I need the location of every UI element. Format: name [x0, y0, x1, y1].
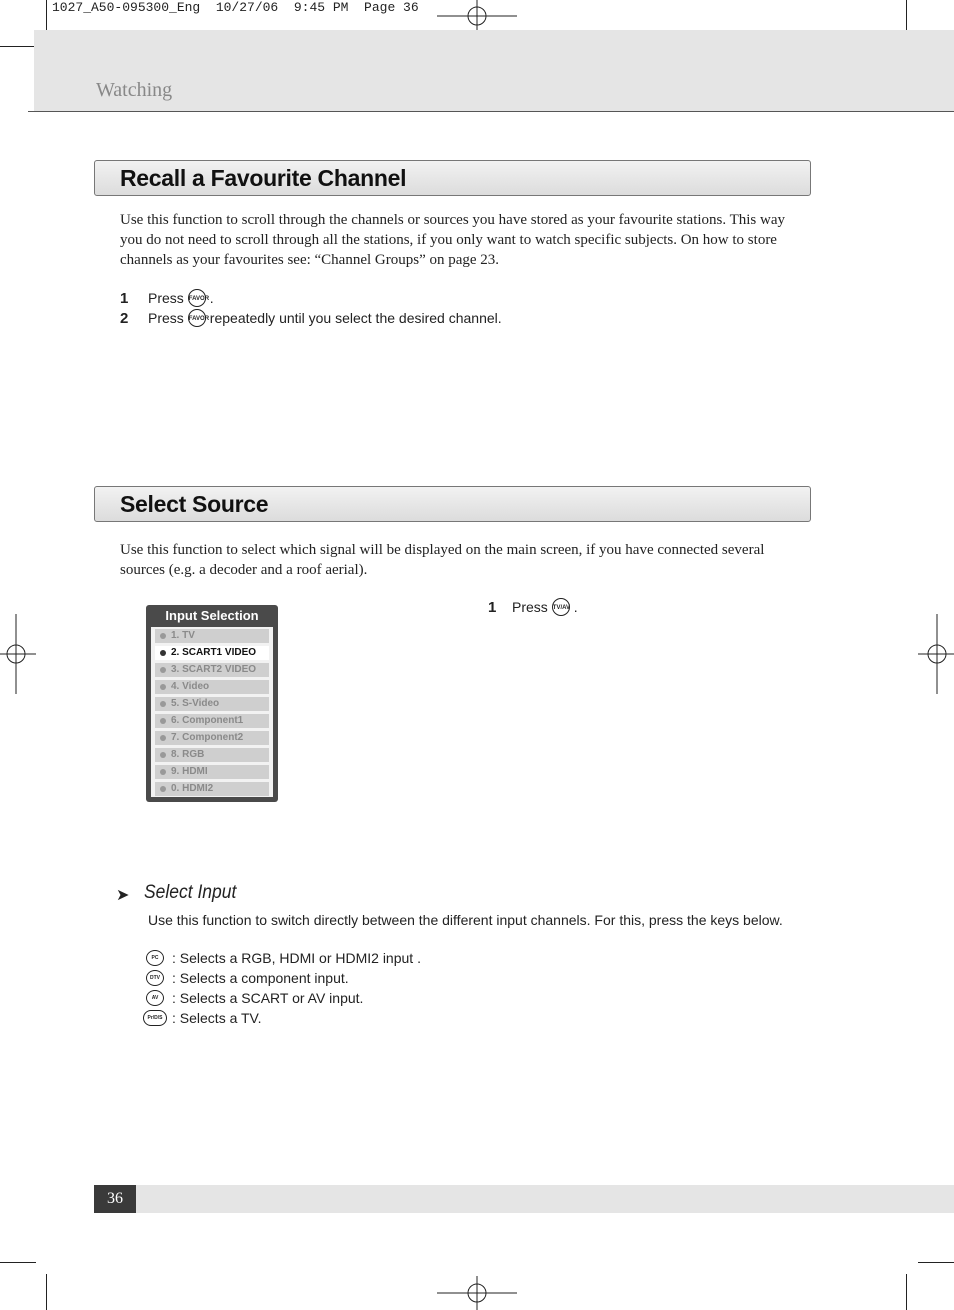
key-description: : Selects a SCART or AV input.: [172, 990, 364, 1006]
bullet-icon: [160, 633, 166, 639]
bullet-icon: [160, 650, 166, 656]
favourite-steps: [120, 288, 502, 328]
crop-mark: [0, 1262, 36, 1263]
crop-mark: [906, 1274, 907, 1310]
paragraph-line: sources (e.g. a decoder and a roof aerial).: [120, 562, 368, 578]
select-input-title: Select Input: [144, 882, 237, 903]
menu-item-component1[interactable]: [155, 714, 269, 728]
dtv-button-icon: DTV: [146, 970, 164, 986]
step-suffix: repeatedly until you select the desired channel.: [209, 310, 502, 326]
bullet-icon: [160, 752, 166, 758]
favourite-paragraph: [120, 210, 800, 270]
step-2: [120, 308, 502, 328]
paragraph-line: channels as your favourites see: “Channel Groups” on page 23.: [120, 252, 500, 268]
menu-list: [151, 627, 273, 797]
menu-item-tv[interactable]: [155, 629, 269, 643]
key-description: : Selects a TV.: [172, 1010, 262, 1026]
menu-item-hdmi2[interactable]: [155, 782, 269, 796]
source-steps: [488, 597, 578, 617]
menu-item-rgb[interactable]: [155, 748, 269, 762]
source-title-bar: [94, 486, 811, 522]
menu-title: Input Selection: [165, 608, 259, 623]
select-input-paragraph: Use this function to switch directly between the different input channels. For this, press the keys below.: [148, 912, 783, 928]
crop-mark: [0, 46, 36, 47]
pr-d-s-button-icon: Pr/D/S: [143, 1010, 167, 1026]
menu-item-label: 0. HDMI2: [171, 783, 214, 794]
menu-item-video[interactable]: [155, 680, 269, 694]
menu-item-label: 7. Component2: [171, 732, 244, 743]
print-slug: 1027_A50-095300_Eng 10/27/06 9:45 PM Page 36: [52, 0, 419, 15]
registration-mark-icon: [437, 1276, 517, 1310]
step-suffix: .: [209, 290, 214, 306]
step-suffix: .: [573, 599, 578, 615]
favor-button-icon: FAVOR: [188, 309, 206, 327]
bullet-icon: [160, 684, 166, 690]
menu-item-s-video[interactable]: [155, 697, 269, 711]
key-row-dtv: [146, 968, 349, 988]
key-row-pc: [146, 948, 421, 968]
menu-item-label: 2. SCART1 VIDEO: [171, 647, 257, 658]
paragraph-line: you do not need to scroll through all the stations, if you only want to watch specific subjects. On how to store: [120, 232, 777, 248]
step-number: 1: [120, 289, 129, 307]
menu-item-label: 3. SCART2 VIDEO: [171, 664, 257, 675]
registration-mark-icon: [918, 614, 954, 694]
menu-item-label: 1. TV: [171, 630, 195, 641]
bullet-icon: [160, 769, 166, 775]
menu-item-label: 8. RGB: [171, 749, 205, 760]
step-1: [488, 597, 578, 617]
menu-item-label: 6. Component1: [171, 715, 244, 726]
key-description: : Selects a component input.: [172, 970, 349, 986]
menu-item-label: 4. Video: [171, 681, 210, 692]
menu-item-label: 9. HDMI: [171, 766, 208, 777]
bullet-icon: [160, 786, 166, 792]
favourite-title-bar: [94, 160, 811, 196]
key-row-tv: [146, 1008, 262, 1028]
bullet-icon: [160, 718, 166, 724]
step-number: 1: [488, 598, 497, 616]
menu-item-scart1-video[interactable]: [155, 646, 269, 660]
bullet-icon: [160, 735, 166, 741]
step-prefix: Press: [148, 290, 184, 306]
registration-mark-icon: [0, 614, 36, 694]
av-button-icon: AV: [146, 990, 164, 1006]
crop-mark: [46, 1274, 47, 1310]
header-divider: [28, 111, 954, 112]
registration-mark-icon: [437, 0, 517, 34]
step-number: 2: [120, 309, 129, 327]
source-paragraph: [120, 540, 800, 580]
page-number: 36: [94, 1185, 136, 1213]
menu-item-label: 5. S-Video: [171, 698, 220, 709]
source-title: Select Source: [120, 491, 269, 517]
key-description: : Selects a RGB, HDMI or HDMI2 input .: [172, 950, 421, 966]
menu-item-scart2-video[interactable]: [155, 663, 269, 677]
favourite-title: Recall a Favourite Channel: [120, 165, 407, 191]
step-prefix: Press: [148, 310, 184, 326]
paragraph-line: Use this function to scroll through the channels or sources you have stored as your favourite stations. This way: [120, 212, 786, 228]
pc-button-icon: PC: [146, 950, 164, 966]
bullet-icon: [160, 667, 166, 673]
arrow-icon: ➤: [116, 887, 130, 904]
crop-mark: [918, 1262, 954, 1263]
menu-item-hdmi[interactable]: [155, 765, 269, 779]
step-prefix: Press: [512, 599, 548, 615]
paragraph-line: Use this function to select which signal will be displayed on the main screen, if you have connected several: [120, 542, 765, 558]
tv-av-button-icon: TV/AV: [552, 598, 570, 616]
bullet-icon: [160, 701, 166, 707]
step-1: [120, 288, 502, 308]
key-row-av: [146, 988, 363, 1008]
section-label: Watching: [96, 79, 173, 101]
favor-button-icon: FAVOR: [188, 289, 206, 307]
input-selection-menu: [146, 605, 278, 802]
menu-item-component2[interactable]: [155, 731, 269, 745]
footer-band: [94, 1185, 954, 1213]
